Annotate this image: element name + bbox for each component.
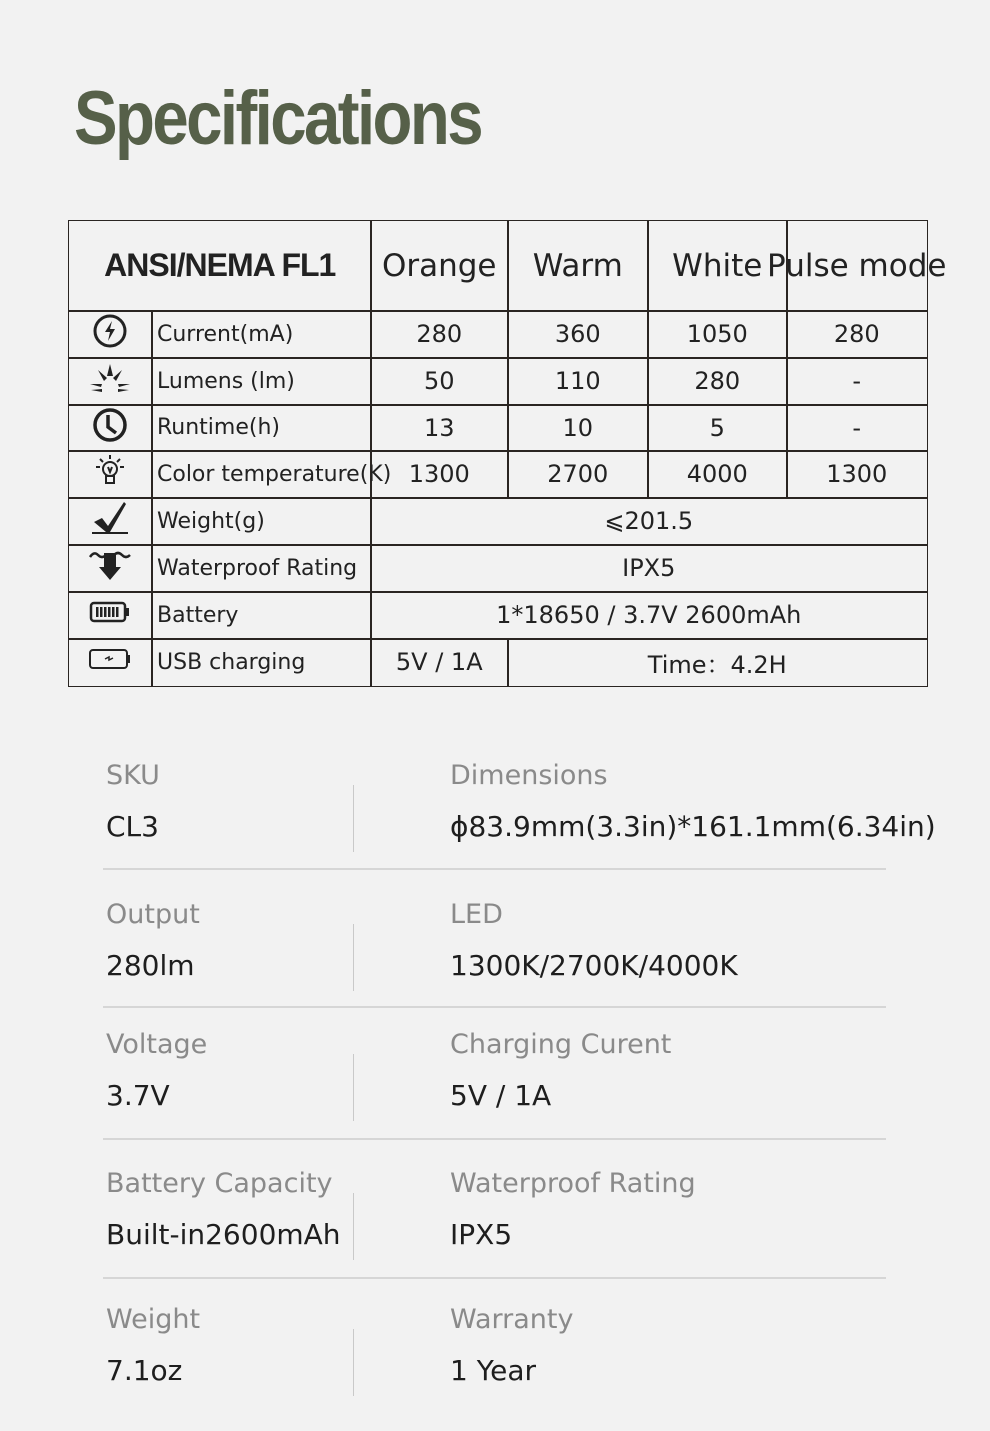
detail-label: Weight (106, 1304, 201, 1335)
row-separator (103, 1277, 886, 1279)
detail-value: ϕ83.9mm(3.3in)*161.1mm(6.34in) (450, 810, 936, 843)
row-icon-cell (68, 544, 153, 593)
lightning-circle-icon (88, 313, 132, 355)
detail-value: Built-in2600mAh (106, 1218, 341, 1251)
detail-label: Warranty (450, 1304, 574, 1335)
weight-check-icon (88, 500, 132, 542)
row-separator (103, 868, 886, 870)
row-icon-cell (68, 357, 153, 406)
detail-value: IPX5 (450, 1218, 513, 1251)
spec-table (68, 220, 947, 685)
table-header-white: White (647, 220, 788, 312)
table-value-merged: ⩽201.5 (370, 497, 928, 546)
table-value: 280 (370, 310, 509, 359)
column-divider (353, 1054, 354, 1121)
detail-label: LED (450, 899, 503, 930)
table-value: 1300 (786, 450, 928, 499)
row-label: Runtime(h) (151, 404, 372, 452)
detail-value: 1300K/2700K/4000K (450, 949, 738, 982)
table-header-pulse-mode: Pulse mode (786, 220, 928, 312)
detail-value: CL3 (106, 810, 159, 843)
detail-label: Charging Curent (450, 1029, 672, 1060)
row-icon-cell (68, 638, 153, 687)
table-value-merged: Time：4.2H (507, 638, 928, 687)
detail-value: 280lm (106, 949, 195, 982)
table-value: 360 (507, 310, 649, 359)
table-value: - (786, 404, 928, 452)
detail-value: 7.1oz (106, 1354, 183, 1387)
table-value: 10 (507, 404, 649, 452)
page-title: Specifications (74, 76, 482, 161)
row-separator (103, 1138, 886, 1140)
sunrise-icon (88, 360, 132, 402)
table-value: - (786, 357, 928, 406)
detail-row (103, 1029, 886, 1149)
column-divider (353, 1329, 354, 1396)
table-header-warm: Warm (507, 220, 649, 312)
row-label: Battery (151, 591, 372, 640)
column-divider (353, 924, 354, 991)
detail-label: Output (106, 899, 200, 930)
row-icon-cell (68, 450, 153, 499)
detail-label: Battery Capacity (106, 1168, 333, 1199)
row-label: Weight(g) (151, 497, 372, 546)
table-value: 1300 (370, 450, 509, 499)
row-label: Color temperature(K) (151, 450, 372, 499)
row-label: Waterproof Rating (151, 544, 372, 593)
table-value: 5 (647, 404, 788, 452)
detail-row (103, 760, 936, 880)
row-separator (103, 1006, 886, 1008)
row-icon-cell (68, 497, 153, 546)
clock-icon (88, 407, 132, 449)
detail-label: Dimensions (450, 760, 608, 791)
table-value-merged: IPX5 (370, 544, 928, 593)
table-value: 1050 (647, 310, 788, 359)
detail-row (103, 1168, 886, 1288)
usb-charging-icon (88, 641, 132, 683)
table-header-orange: Orange (370, 220, 509, 312)
column-divider (353, 785, 354, 852)
lightbulb-icon (88, 453, 132, 495)
table-value: 2700 (507, 450, 649, 499)
table-value-merged: 1*18650 / 3.7V 2600mAh (370, 591, 928, 640)
table-header-standard: ANSI/NEMA FL1 (68, 220, 372, 312)
detail-value: 5V / 1A (450, 1079, 552, 1112)
row-label: Lumens (lm) (151, 357, 372, 406)
row-label: Current(mA) (151, 310, 372, 359)
detail-label: Voltage (106, 1029, 208, 1060)
detail-value: 3.7V (106, 1079, 170, 1112)
table-value: 280 (786, 310, 928, 359)
detail-row (103, 899, 886, 1019)
detail-label: SKU (106, 760, 160, 791)
battery-icon (88, 594, 132, 636)
table-value: 4000 (647, 450, 788, 499)
table-value: 110 (507, 357, 649, 406)
table-value: 5V / 1A (370, 638, 509, 687)
row-icon-cell (68, 310, 153, 359)
waterproof-icon (88, 547, 132, 589)
detail-label: Waterproof Rating (450, 1168, 696, 1199)
detail-row (103, 1304, 886, 1424)
row-icon-cell (68, 404, 153, 452)
table-value: 280 (647, 357, 788, 406)
row-label: USB charging (151, 638, 372, 687)
row-icon-cell (68, 591, 153, 640)
table-value: 50 (370, 357, 509, 406)
detail-value: 1 Year (450, 1354, 536, 1387)
table-value: 13 (370, 404, 509, 452)
column-divider (353, 1193, 354, 1260)
